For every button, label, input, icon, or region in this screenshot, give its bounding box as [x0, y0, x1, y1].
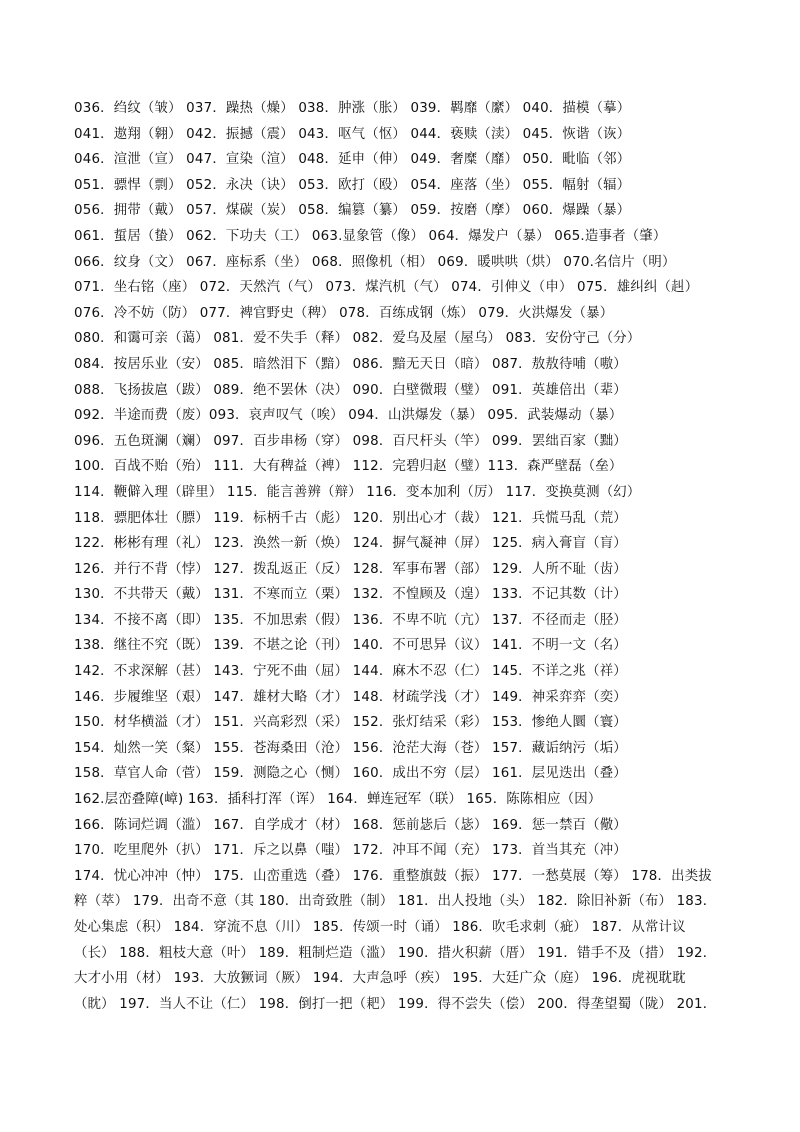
text-line: 056．拥带（戴） 057．煤碳（炭） 058．编篡（纂） 059．按磨（摩） 060．爆躁（暴） — [74, 203, 631, 219]
text-line: 138．继往不究（既） 139．不堪之论（刊） 140．不可思异（议） 141．不明一文（名） — [74, 638, 627, 654]
text-line: 071．坐右铭（座） 072．天然汽（气） 073．煤汽机（气） 074．引伸义（申） 075．雄纠纠（赳） — [74, 280, 699, 296]
text-line: 170．吃里爬外（扒） 171．斥之以鼻（嗤） 172．冲耳不闻（充） 173．首当其充（冲） — [74, 843, 627, 859]
text-line: （长） 188．粗枝大意（叶） 189．粗制烂造（滥） 190．措火积薪（厝） 191．错手不及（措） 192． — [74, 945, 717, 961]
text-line: 066．纹身（文） 067．座标系（坐） 068．照像机（相） 069．暖哄哄（烘） 070.名信片（明） — [74, 254, 676, 270]
text-line: 036．绉纹（皱） 037．躁热（燥） 038．肿涨（胀） 039．羁靡（縻） 040．描模（摹） — [74, 101, 631, 116]
text-line: 130．不共带天（戴） 131．不寒而立（栗） 132．不惶顾及（遑） 133．不记其数（计） — [74, 587, 627, 603]
text-line: 162.层峦叠障(嶂) 163．插科打浑（诨） 164．蝉连冠军（联） 165．陈陈相应（因） — [74, 792, 602, 808]
text-line: 061．蜇居（蛰） 062．下功夫（工） 063.显象管（像） 064．爆发户（暴） 065.造事者（肇） — [74, 228, 667, 244]
text-line: 051．骠悍（剽） 052．永决（诀） 053．欧打（殴） 054．座落（坐） 055．幅射（辐） — [74, 177, 631, 193]
text-line: 046．渲泄（宣） 047．宣染（渲） 048．延申（伸） 049．奢糜（靡） 050．毗临（邻） — [74, 152, 631, 168]
text-line: 096．五色斑澜（斓） 097．百步串杨（穿） 098．百尺杆头（竿） 099．罢绌百家（黜） — [74, 433, 627, 449]
text-line: 080．和霭可亲（蔼） 081．爱不失手（释） 082．爱乌及屋（屋乌） 083．安份守己（分） — [74, 331, 641, 347]
text-line: 146．步履维坚（艰） 147．雄材大略（才） 148．材疏学浅（才） 149．神采弈弈（奕） — [74, 689, 627, 705]
text-line: 092．半途而费（废）093．哀声叹气（唉） 094．山洪爆发（暴） 095．武装爆动（暴） — [74, 408, 623, 424]
document-page — [74, 96, 734, 1017]
text-line: 142．不求深解（甚） 143．宁死不曲（屈） 144．麻木不忍（仁） 145．不详之兆（祥） — [74, 664, 627, 680]
text-line: （眈） 197．当人不让（仁） 198．倒打一把（耙） 199．得不尝失（偿） 200．得垄望蜀（陇） 201． — [74, 996, 717, 1012]
text-line: 088．飞扬拔扈（跋） 089．绝不罢休（决） 090．白壁微瑕（璧） 091．英雄倍出（辈） — [74, 382, 627, 398]
text-line: 154．灿然一笑（粲） 155．苍海桑田（沧） 156．沧茫大海（苍） 157．藏诟纳污（垢） — [74, 740, 627, 756]
text-line: 166．陈词烂调（滥） 167．自学成才（材） 168．惩前毖后（毖） 169．惩一禁百（儆） — [74, 817, 627, 833]
text-line: 处心集虑（积） 184．穿流不息（川） 185．传颂一时（诵） 186．吹毛求刺（疵） 187．从常计议 — [74, 920, 686, 935]
text-line: 084．按居乐业（安） 085．暗然泪下（黯） 086．黯无天日（暗） 087．敖敖待哺（嗷） — [74, 356, 627, 372]
text-line: 158．草官人命（菅） 159．测隐之心（恻） 160．成出不穷（层） 161．层见迭出（叠） — [74, 766, 627, 782]
text-line: 100．百战不贻（殆） 111．大有稗益（裨） 112．完碧归赵（璧）113．森严壁磊（垒） — [74, 459, 623, 475]
text-line: 118．骠肥体壮（膘） 119．标柄千古（彪） 120．别出心才（裁） 121．兵慌马乱（荒） — [74, 510, 627, 526]
text-line: 114．鞭僻入理（辟里） 115．能言善辨（辩） 116．变本加利（厉） 117．变换莫测（幻） — [74, 484, 641, 500]
text-line: 大才小用（材） 193．大放獗词（厥） 194．大声急呼（疾） 195．大廷广众（庭） 196．虎视耽耽 — [74, 971, 686, 987]
text-line: 174．忧心冲冲（忡） 175．山峦重选（叠） 176．重整旗鼓（振） 177．一愁莫展（筹） 178．出类拔 — [74, 868, 712, 884]
text-line: 126．并行不背（悖） 127．拨乱返正（反） 128．军事布署（部） 129．人所不耻（齿） — [74, 561, 627, 577]
text-line: 粹（萃） 179．出奇不意（其 180．出奇致胜（制） 181．出人投地（头） 182．除旧补新（布） 183． — [74, 894, 717, 910]
text-line: 076．冷不妨（防） 077．裨官野史（稗） 078．百练成钢（炼） 079．火洪爆发（暴） — [74, 305, 614, 321]
text-line: 041．遨翔（翱） 042．振撼（震） 043．呕气（怄） 044．亵赎（渎） 045．恢谐（诙） — [74, 126, 631, 142]
text-line: 150．材华横溢（才） 151．兴高彩烈（采） 152．张灯结采（彩） 153．惨绝人圜（寰） — [74, 715, 627, 731]
text-line: 122．彬彬有理（礼） 123．涣然一新（焕） 124．摒气凝神（屏） 125．病入膏盲（肓） — [74, 536, 627, 552]
text-line: 134．不接不离（即） 135．不加思索（假） 136．不卑不吭（亢） 137．不径而走（胫） — [74, 612, 627, 628]
